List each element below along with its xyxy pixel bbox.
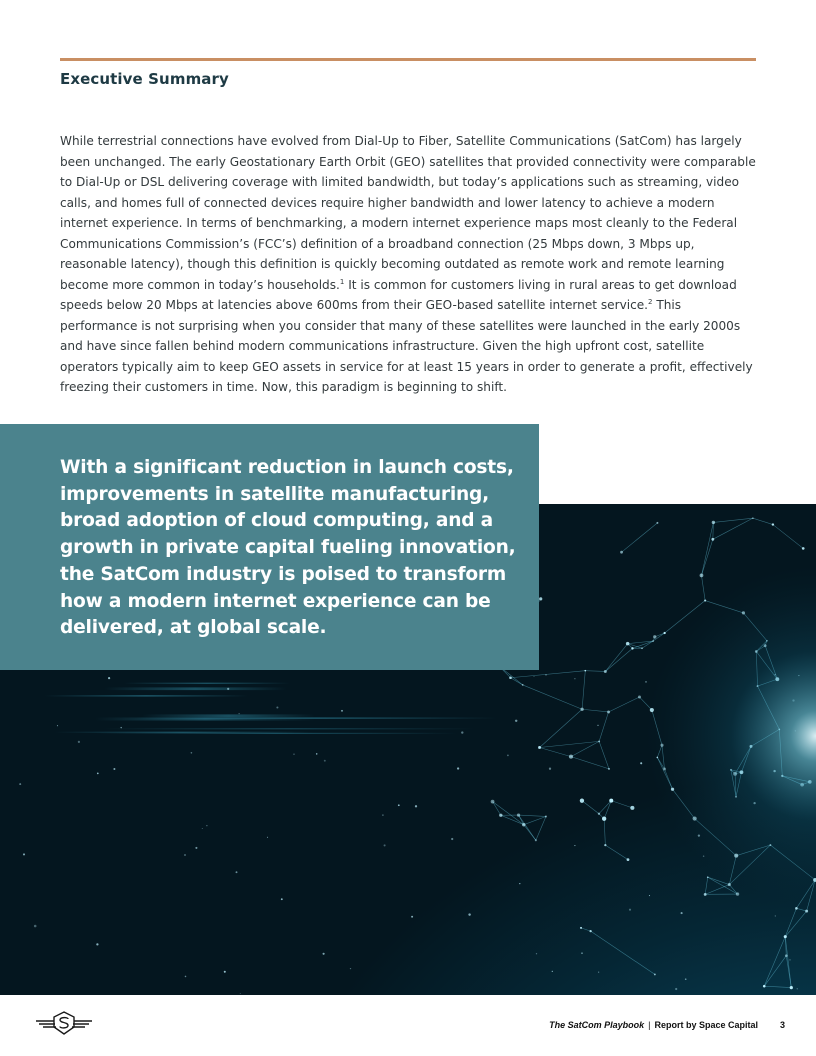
pull-quote-box: [0, 424, 539, 670]
section-heading: Executive Summary: [60, 70, 229, 88]
footer-separator: |: [648, 1020, 651, 1030]
winged-s-logo-icon: [34, 1009, 94, 1037]
executive-summary-paragraph: [60, 131, 756, 398]
page-number: 3: [779, 1020, 785, 1030]
paragraph-part-1: While terrestrial connections have evolved from Dial-Up to Fiber, Satellite Communications (SatCom) has largely been unchanged. The early Geostationary Earth Orbit (GEO) satellites that provided connectivity were comparable to Dial-Up or DSL delivering coverage with limited bandwidth, but today’s applications such as streaming, video calls, and homes full of connected devices require higher bandwidth and lower latency to achieve a modern internet experience. In terms of benchmarking, a modern internet experience maps most cleanly to the Federal Communications Commission’s (FCC’s) definition of a broadband connection (25 Mbps down, 3 Mbps up, reasonable latency), though this definition is quickly becoming outdated as remote work and remote learning become more common in today’s households.: [60, 134, 756, 292]
pull-quote-text: With a significant reduction in launch costs, improvements in satellite manufacturing, broad adoption of cloud computing, and a growth in private capital fueling innovation, the SatCom industry is poised to transform how a modern internet experience can be delivered, at global scale.: [60, 457, 516, 639]
footnote-ref-2[interactable]: 2: [648, 298, 653, 306]
top-divider: [60, 58, 756, 61]
publication-title: The SatCom Playbook: [549, 1020, 645, 1030]
report-credit: Report by Space Capital: [654, 1020, 758, 1030]
footer-credit: [549, 1020, 758, 1030]
page-footer: [0, 995, 816, 1056]
paragraph-part-3: This performance is not surprising when you consider that many of these satellites were launched in the early 2000s and have since fallen behind modern communications infrastructure. Given the high upfront cost, satellite operators typically aim to keep GEO assets in service for at least 15 years in order to generate a profit, effectively freezing their customers in time. Now, this paradigm is beginning to shift.: [60, 298, 753, 394]
footnote-ref-1[interactable]: 1: [339, 277, 345, 286]
paragraph-part-2: It is common for customers living in rural areas to get download speeds below 20 Mbps at latencies above 600ms from their GEO-based satellite internet service.: [60, 277, 737, 312]
